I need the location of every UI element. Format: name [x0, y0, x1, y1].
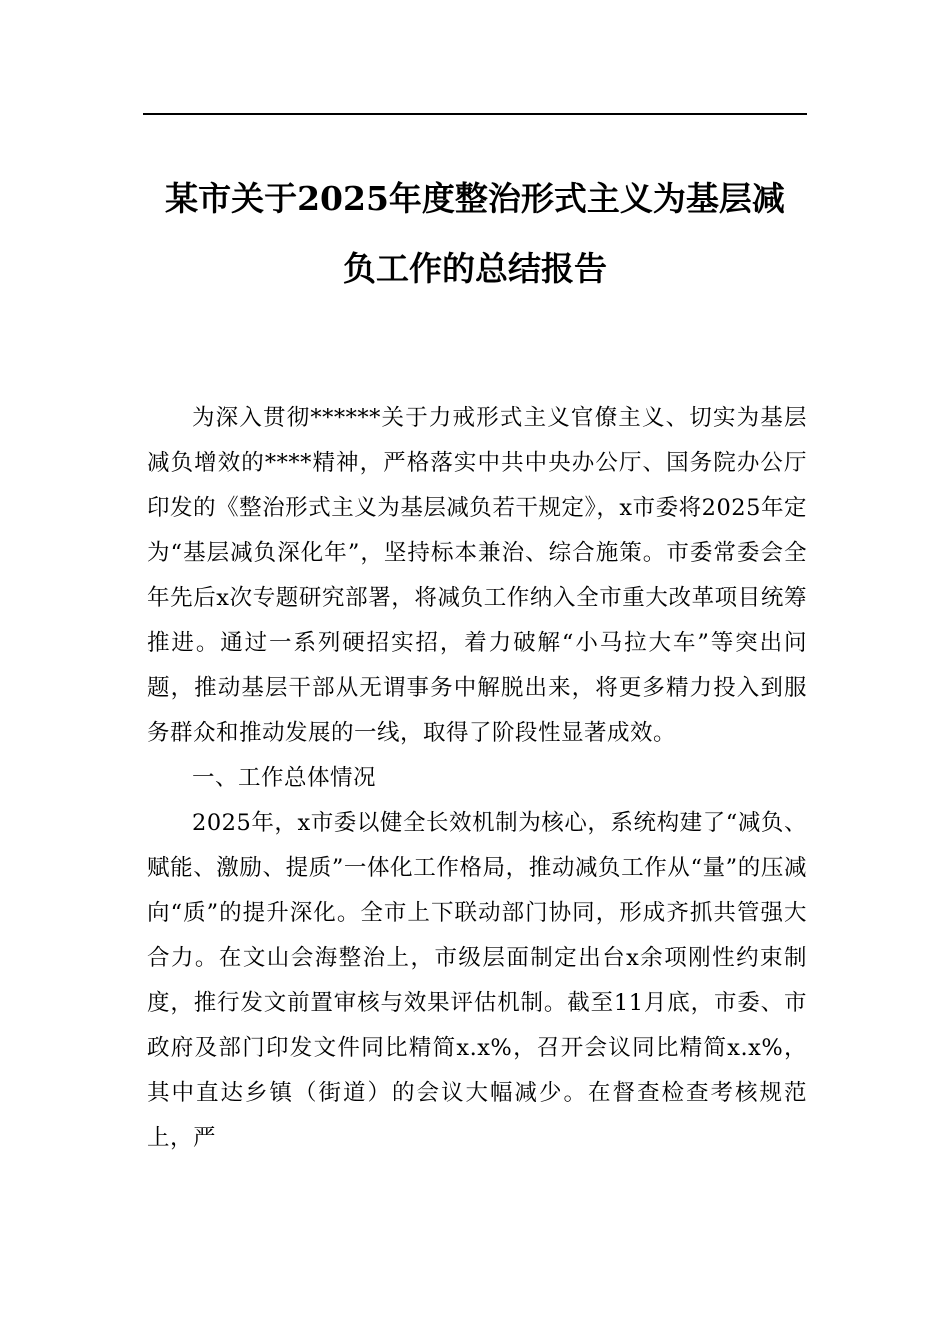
section-1-paragraph: 2025年，x市委以健全长效机制为核心，系统构建了“减负、赋能、激励、提质”一体化工作格局，推动减负工作从“量”的压减向“质”的提升深化。全市上下联动部门协同，形成齐抓共管强大合力。在文山会海整治上，市级层面制定出台x余项刚性约束制度，推行发文前置审核与效果评估机制。截至11月底，市委、市政府及部门印发文件同比精简x.x%，召开会议同比精简x.x%，其中直达乡镇（街道）的会议大幅减少。在督查检查考核规范上，严 [147, 810, 807, 1151]
section-heading-1: 一、工作总体情况 [192, 765, 377, 791]
intro-paragraph: 为深入贯彻******关于力戒形式主义官僚主义、切实为基层减负增效的****精神，严格落实中共中央办公厅、国务院办公厅印发的《整治形式主义为基层减负若干规定》，x市委将2025年定为“基层减负深化年”，坚持标本兼治、综合施策。市委常委会全年先后x次专题研究部署，将减负工作纳入全市重大改革项目统筹推进。通过一系列硬招实招，着力破解“小马拉大车”等突出问题，推动基层干部从无谓事务中解脱出来，将更多精力投入到服务群众和推动发展的一线，取得了阶段性显著成效。 [147, 405, 807, 746]
title-line-2: 负工作的总结报告 [343, 249, 607, 288]
document-title [143, 164, 807, 304]
header-rule [143, 113, 807, 115]
document-body [147, 396, 807, 1161]
title-line-1: 某市关于2025年度整治形式主义为基层减 [165, 179, 785, 218]
